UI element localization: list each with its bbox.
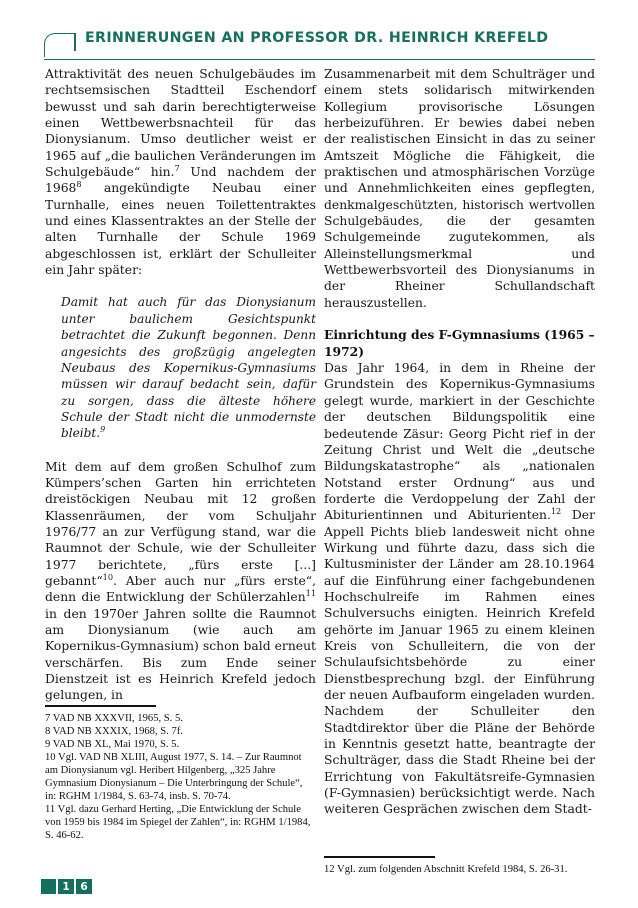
- tick-mark-icon: [74, 33, 76, 51]
- footnote-ref-12[interactable]: 12: [550, 506, 562, 517]
- paragraph-r2-text-a: Das Jahr 1964, in dem in Rheine der Grundstein des Kopernikus-Gymnasiums gelegt wurde, markiert in der Geschichte der deutschen Bildungspolitik eine bedeutende Zäsur: Georg Picht rief in der Zeitung Christ und Welt die „deutsche Bildungskatastrophe“ als „nationalen Notstand erster Ordnung“ aus und forderte die Verdoppelung der Zahl der Abiturientinnen und Abiturienten.: [324, 361, 595, 523]
- paragraph2-text-a: Mit dem auf dem großen Schulhof zum Kümpers’schen Garten hin errichteten dreistöckigen Neubau mit 12 großen Klassenräumen, der vom Schuljahr 1976/77 an zur Verfügung stand, war die Raumnot der Schule, wie der Schulleiter 1977 berichtete, „fürs erste [...] gebannt“: [45, 459, 316, 588]
- paragraph-zusammenarbeit: Zusammenarbeit mit dem Schulträger und einem stets solidarisch mitwirkenden Kollegium provisorische Lösungen herbeizuführen. Er bewies dabei neben der realistischen Einsicht in das zu seiner Amtszeit Mögliche die Fähigkeit, die praktischen und atmosphärischen Vorzüge und Annehmlichkeiten eines gepflegten, denkmalgeschützten, historisch wertvollen Schulgebäudes, die der gesamten Schulgemeinde zugutekommen, als Alleinstellungsmerkmal und Wettbewerbsvorteil des Dionysianums in der Rheiner Schullandschaft herauszustellen.: [324, 67, 595, 310]
- footnote-item: 12 Vgl. zum folgenden Abschnitt Krefeld 1984, S. 26-31.: [324, 863, 568, 875]
- paragraph-continuation: [45, 66, 316, 278]
- section-subheading: Einrichtung des F-Gymnasiums (1965 – 1972): [324, 327, 595, 359]
- paragraph-text-c: angekündigte Neubau einer Turnhalle, eines neuen Toilettentraktes und eines Klassentraktes an der Stelle der alten Turnhalle der Schule 1969 abgeschlossen ist, erklärt der Schulleiter ein Jahr später:: [45, 181, 316, 278]
- folio-digit-1: 1: [58, 879, 74, 894]
- footnote-item: 7 VAD NB XXXVII, 1965, S. 5.: [45, 712, 183, 724]
- footnote-item: 11 Vgl. dazu Gerhard Herting, „Die Entwicklung der Schule von 1959 bis 1984 im Spiegel der Zahlen“, in: RGHM 1/1984, S. 46-62.: [45, 804, 311, 842]
- blockquote: [61, 294, 316, 441]
- paragraph-neubau: [45, 459, 316, 704]
- running-head-rule: [44, 59, 595, 60]
- paragraph2-text-b: . Aber auch nur „fürs erste“, denn die Entwicklung der Schülerzahlen: [45, 573, 316, 605]
- footnote-ref-9[interactable]: 9: [100, 425, 106, 435]
- paragraph-text-a: Attraktivität des neuen Schulgebäudes im rechtsemsischen Stadtteil Eschendorf bewusst und sah darin berechtigterweise einen Wettbewerbsnachteil für das Dionysianum. Umso deutlicher weist er 1965 auf „die baulichen Veränderungen im Schulgebäude“ hin.: [45, 67, 316, 180]
- running-head-title: ERINNERUNGEN AN PROFESSOR DR. HEINRICH KREFELD: [85, 30, 549, 46]
- footnote-item: 9 VAD NB XL, Mai 1970, S. 5.: [45, 738, 180, 750]
- footnote-item: 10 Vgl. VAD NB XLIII, August 1977, S. 14. – Zur Raumnot am Dionysianum vgl. Heribert Hilgenberg, „325 Jahre Gymnasium Dionysianum – Die Unterbringung der Schule“, in: RGHM 1/1984, S. 63-74, insb. S. 70-74.: [45, 751, 303, 803]
- footnote-separator-rule: [324, 856, 435, 858]
- footnote-ref-11[interactable]: 11: [305, 588, 316, 599]
- right-column: [324, 66, 595, 818]
- footnote-ref-7[interactable]: 7: [174, 162, 180, 173]
- blockquote-text: Damit hat auch für das Dionysianum unter baulichem Gesichtspunkt betrachtet die Zukunft begonnen. Denn angesichts des großzügig angelegten Neubaus des Kopernikus-Gymnasiums müssen wir darauf bedacht sein, dafür zu sorgen, dass die älteste höhere Schule der Stadt nicht die unmodernste bleibt.: [61, 295, 316, 441]
- footnote-ref-8[interactable]: 8: [76, 179, 82, 190]
- folio-digit-2: 6: [76, 879, 92, 894]
- paragraph-r2-text-b: Der Appell Pichts blieb landesweit nicht ohne Wirkung und führte dazu, dass sich die Kultusminister der Länder am 28.10.1964 auf die Einführung einer fachgebundenen Hochschulreife im Rahmen eines Schulversuchs einigten. Heinrich Krefeld gehörte im Januar 1965 zu einem kleinen Kreis von Schulleitern, die von der Schulaufsichtsbehörde zu einer Dienstbesprechung bzgl. der Einführung der neuen Aufbauform eingeladen wurden. Nachdem der Schulleiter den Stadtdirektor über die Pläne der Behörde in Kenntnis gesetzt hatte, beantragte der Schulträger, dass die Stadt Rheine bei der Errichtung von Fakultätsreife-Gymnasien (F-Gymnasien) berücksichtigt werde. Nach weiteren Gesprächen zwischen dem Stadt-: [324, 508, 595, 817]
- paragraph-text-b: Und nachdem der 1968: [45, 165, 316, 196]
- footnote-ref-10[interactable]: 10: [102, 571, 113, 582]
- paragraph-das-jahr-1964: [324, 360, 595, 818]
- footnote-item: 8 VAD NB XXXIX, 1968, S. 7f.: [45, 725, 183, 737]
- footnote-list-left: [45, 712, 316, 843]
- paragraph2-text-c: in den 1970er Jahren sollte die Raumnot am Dionysianum (wie auch am Kopernikus-Gymnasium) schon bald erneut verschärfen. Bis zum Ende seiner Dienstzeit ist es Heinrich Krefeld jedoch gelungen, in: [45, 606, 316, 703]
- left-column: [45, 66, 316, 704]
- page-number-folio: [41, 879, 92, 894]
- running-head: [44, 30, 595, 60]
- footnotes-left-column: [45, 705, 316, 842]
- footnote-separator-rule: [45, 705, 156, 707]
- folio-box-blank: [41, 879, 56, 894]
- footnote-list-right: [324, 863, 595, 876]
- rounded-corner-ornament-icon: [44, 33, 74, 57]
- footnotes-right-column: [324, 856, 595, 876]
